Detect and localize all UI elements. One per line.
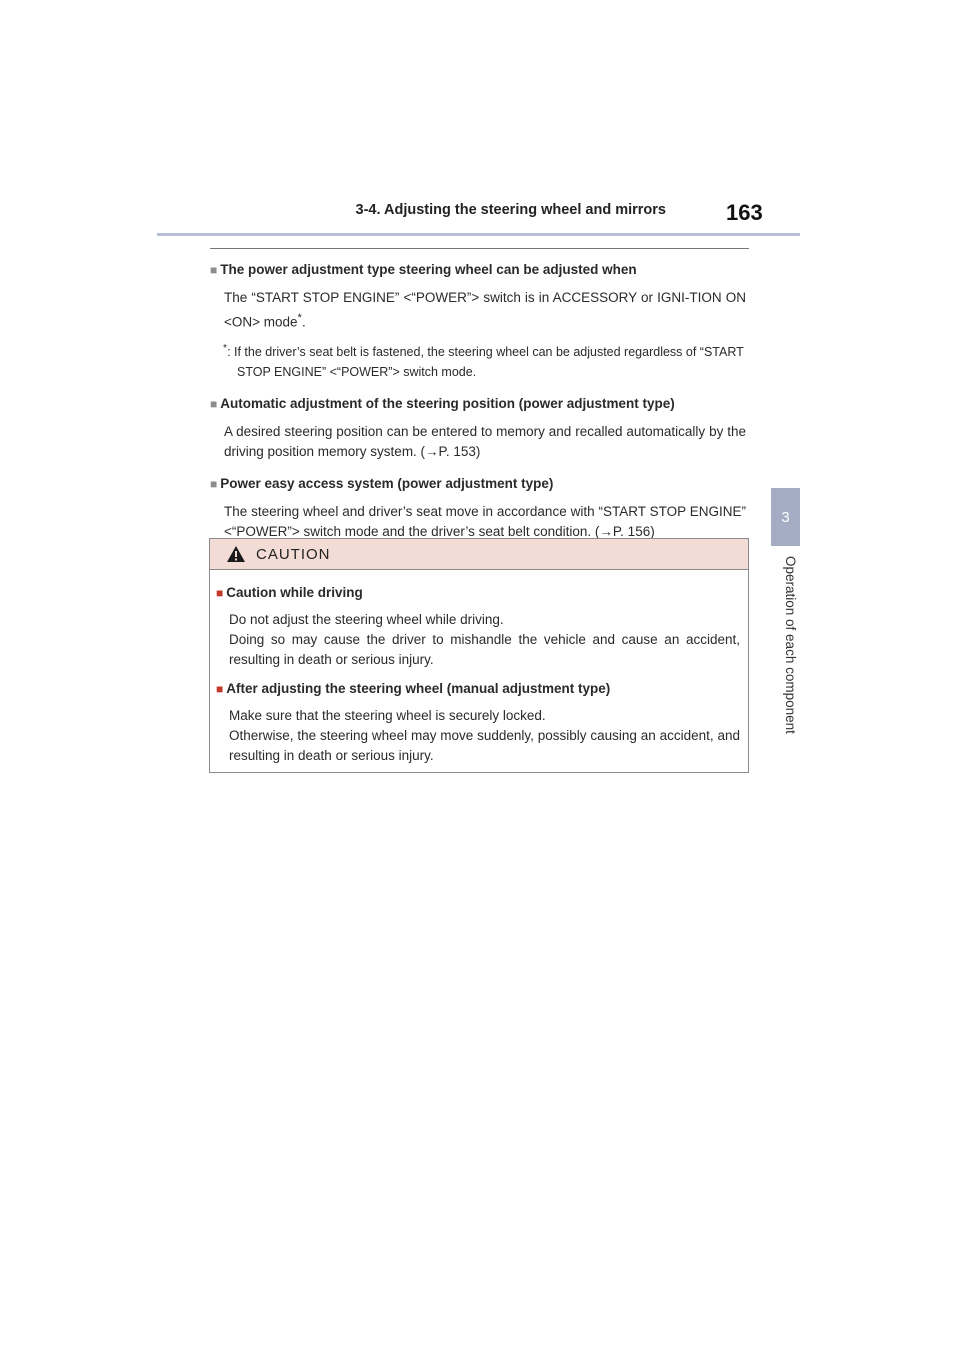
square-bullet-icon: ■ xyxy=(216,682,224,696)
caution-box xyxy=(209,538,749,773)
section-text: The steering wheel and driver’s seat move in accordance with “START STOP ENGINE” <“POWER”> switch mode and the driver’s seat belt condition. (→P. 156) xyxy=(224,503,746,539)
section-power-adjustment xyxy=(210,260,746,382)
caution-header xyxy=(210,539,748,570)
square-bullet-icon: ■ xyxy=(216,586,224,600)
caution-section-title: ■ After adjusting the steering wheel (manual adjustment type) xyxy=(216,681,611,696)
square-bullet-icon: ■ xyxy=(210,263,218,277)
chapter-tab: 3 xyxy=(771,488,800,546)
section-text: A desired steering position can be entered to memory and recalled automatically by the driving position memory system. (→P. 153) xyxy=(224,423,746,459)
page-number: 163 xyxy=(726,200,763,225)
content-rule xyxy=(210,248,749,249)
caution-heading: CAUTION xyxy=(256,545,331,563)
caution-section-title: ■ Caution while driving xyxy=(216,585,363,600)
section-automatic-adjustment xyxy=(210,394,746,462)
section-text: The “START STOP ENGINE” <“POWER”> switch is in ACCESSORY or IGNI-TION ON <ON> mode*. xyxy=(224,290,746,330)
square-bullet-icon: ■ xyxy=(210,396,218,411)
content-area xyxy=(210,260,746,542)
section-title: ■ Automatic adjustment of the steering position (power adjustment type) xyxy=(210,395,675,411)
warning-icon xyxy=(226,545,246,563)
section-header-title: 3-4. Adjusting the steering wheel and mirrors xyxy=(355,202,666,218)
chapter-label: Operation of each component xyxy=(783,556,798,734)
section-title: ■ The power adjustment type steering wheel can be adjusted when xyxy=(210,262,637,277)
square-bullet-icon: ■ xyxy=(210,476,218,491)
caution-body xyxy=(210,570,748,766)
section-title: ■ Power easy access system (power adjustment type) xyxy=(210,475,554,491)
footnote: *: If the driver’s seat belt is fastened, the steering wheel can be adjusted regardless of “START STOP ENGINE” <“POWER”> switch mode. xyxy=(223,342,744,379)
section-power-easy-access xyxy=(210,474,746,542)
caution-section-driving xyxy=(216,583,740,670)
caution-text: Do not adjust the steering wheel while driving. Doing so may cause the driver to mishandle the vehicle and cause an accident, resulting in death or serious injury. xyxy=(229,612,740,667)
header-rule xyxy=(157,233,800,236)
caution-section-manual xyxy=(216,679,740,766)
caution-text: Make sure that the steering wheel is securely locked. Otherwise, the steering wheel may move suddenly, possibly causing an accident, and resulting in death or serious injury. xyxy=(229,708,740,763)
footnote-star: * xyxy=(297,312,302,324)
